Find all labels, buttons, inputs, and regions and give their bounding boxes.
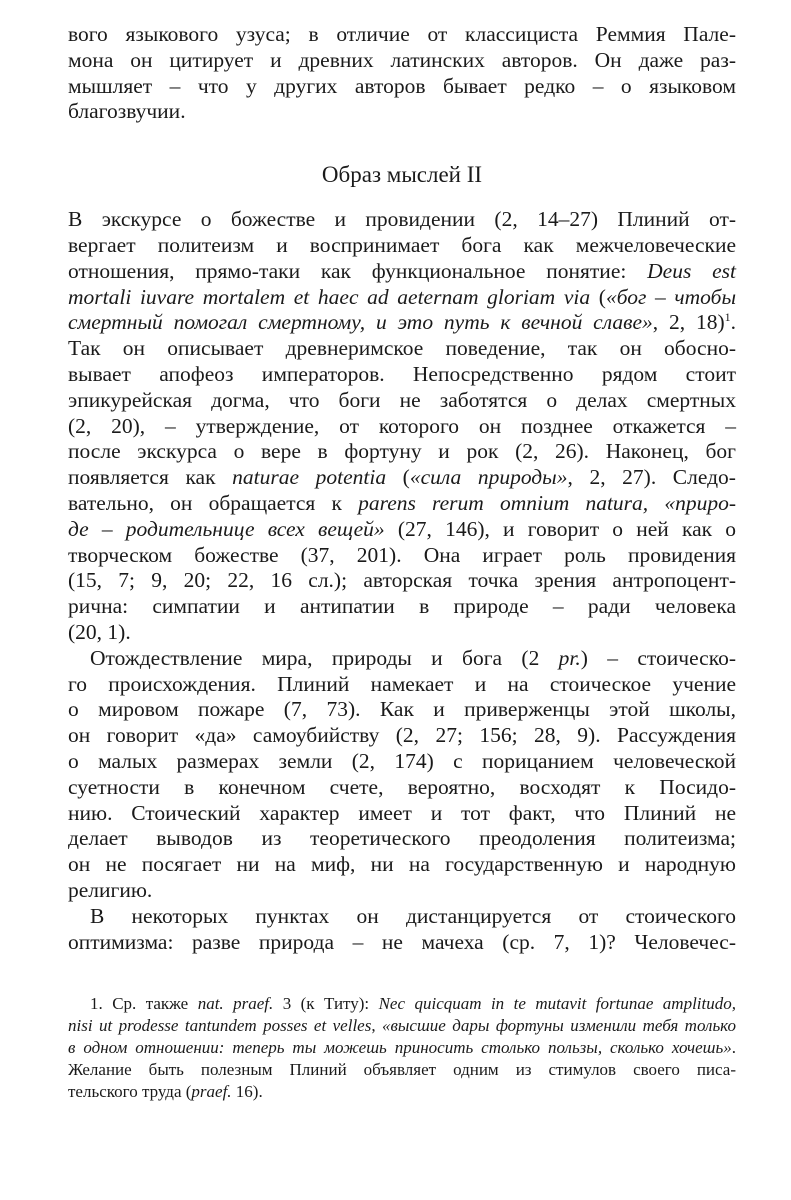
translation-quote: де – родительнице всех вещей» xyxy=(68,516,385,541)
text-run: (27, 146), и говорит о ней как о xyxy=(384,516,736,541)
footnote-line xyxy=(68,1081,736,1103)
text-line: (15, 7; 9, 20; 22, 16 сл.); авторская точка зрения антропоцент- xyxy=(68,568,736,593)
translation-quote: смертный помогал смертному, и это путь к вечной славе» xyxy=(68,310,653,335)
text-line xyxy=(68,465,736,491)
text-line xyxy=(68,259,736,285)
text-run: вательно, он обращается к xyxy=(68,490,359,515)
latin-quote: Nec quicquam in te mutavit fortunae amplitudo, xyxy=(378,994,737,1014)
text-run: ( xyxy=(590,284,606,309)
text-line: он не посягает ни на миф, ни на государственную и народную xyxy=(68,852,736,877)
text-run: ) – стоическо- xyxy=(580,645,736,670)
paragraph-providence xyxy=(68,207,736,646)
text-line: вого языкового узуса; в отличие от классициста Реммия Пале- xyxy=(68,22,736,46)
text-line: Так он описывает древнеримское поведение, так он обосно- xyxy=(68,336,736,361)
text-line: (2, 20), – утверждение, от которого он позднее откажется – xyxy=(68,413,736,438)
footnote-line xyxy=(68,1037,736,1059)
text-line: мона он цитирует и древних латинских авторов. Он даже раз- xyxy=(68,47,736,72)
text-run: . xyxy=(731,1038,736,1058)
text-line: нию. Стоический характер имеет и тот факт, что Плиний не xyxy=(68,800,736,825)
translation-quote: «сила природы» xyxy=(409,465,568,490)
book-page xyxy=(68,22,736,1103)
footnote-ref[interactable]: 1 xyxy=(724,310,731,325)
text-line xyxy=(68,646,736,672)
footnote-line xyxy=(68,1015,736,1037)
text-line: о мировом пожаре (7, 73). Как и приверженцы этой школы, xyxy=(68,697,736,722)
section-heading: Образ мыслей II xyxy=(321,162,483,188)
text-line: В некоторых пунктах он дистанцируется от стоического xyxy=(90,903,736,928)
text-line: вывает апофеоз императоров. Непосредственно рядом стоит xyxy=(68,361,736,386)
text-run: появляется как xyxy=(68,465,233,490)
text-line: мышляет – что у других авторов бывает редко – о языковом xyxy=(68,73,736,98)
latin-term: parens rerum omnium natura, «приро- xyxy=(358,490,737,515)
latin-term: naturae potentia xyxy=(232,465,387,490)
text-line xyxy=(68,491,736,517)
paragraph-optimism xyxy=(68,904,736,956)
text-line: В экскурсе о божестве и провидении (2, 14–27) Плиний от- xyxy=(68,207,736,232)
footnote-line xyxy=(68,993,736,1015)
latin-abbrev: nat. praef. xyxy=(197,994,274,1014)
text-line: вергает политеизм и воспринимает бога как межчеловеческие xyxy=(68,232,736,257)
text-run: 16). xyxy=(231,1082,263,1102)
translation-quote: «бог – чтобы xyxy=(605,284,737,309)
text-line: благозвучии. xyxy=(68,99,186,124)
text-line xyxy=(68,517,736,543)
text-line xyxy=(68,285,736,311)
text-line: оптимизма: разве природа – не мачеха (ср. 7, 1)? Человечес- xyxy=(68,929,736,954)
text-run: Отождествление мира, природы и бога (2 xyxy=(90,645,559,670)
latin-quote: mortali iuvare mortalem et haec ad aeternam gloriam via xyxy=(68,284,591,309)
text-run: тельского труда ( xyxy=(68,1082,192,1102)
text-line: рична: симпатии и антипатии в природе – ради человека xyxy=(68,594,736,619)
text-run: 1. Ср. также xyxy=(90,994,198,1014)
intro-paragraph xyxy=(68,22,736,125)
text-run: , xyxy=(371,1016,383,1036)
footnotes xyxy=(68,993,736,1103)
text-line: религию. xyxy=(68,877,153,902)
translation-quote: «высшие дары фортуны изменили тебя только xyxy=(382,1016,736,1036)
latin-quote: Deus est xyxy=(647,258,736,283)
text-line: творческом божестве (37, 201). Она играет роль провидения xyxy=(68,542,736,567)
text-line: эпикурейская догма, что боги не заботятся о делах смертных xyxy=(68,387,736,412)
text-line: делает выводов из теоретического преодоления политеизма; xyxy=(68,826,736,851)
latin-abbrev: praef. xyxy=(191,1082,232,1102)
text-line: суетности в конечном счете, вероятно, восходят к Посидо- xyxy=(68,774,736,799)
text-run: , 2, 18) xyxy=(652,310,725,335)
text-run: , 2, 27). Следо- xyxy=(567,465,736,490)
text-line: го происхождения. Плиний намекает и на стоическое учение xyxy=(68,671,736,696)
text-run: . xyxy=(730,310,736,335)
text-run: 3 (к Титу): xyxy=(273,994,379,1014)
latin-abbrev: pr. xyxy=(558,645,581,670)
text-line: (20, 1). xyxy=(68,619,131,644)
text-line: после экскурса о вере в фортуну и рок (2, 26). Наконец, бог xyxy=(68,439,736,464)
text-line xyxy=(68,310,736,336)
latin-quote: nisi ut prodesse tantundem posses et velles xyxy=(68,1016,372,1036)
text-run: отношения, прямо-таки как функциональное понятие: xyxy=(68,258,648,283)
text-run: ( xyxy=(386,465,410,490)
text-line: о малых размерах земли (2, 174) с порицанием человеческой xyxy=(68,748,736,773)
text-line: он говорит «да» самоубийству (2, 27; 156; 28, 9). Рассуждения xyxy=(68,723,736,748)
translation-quote: в одном отношении: теперь ты можешь приносить столько пользы, сколько хочешь» xyxy=(68,1038,732,1058)
paragraph-stoic xyxy=(68,646,736,904)
footnote-line: Желание быть полезным Плиний объявляет одним из стимулов своего писа- xyxy=(68,1060,736,1080)
